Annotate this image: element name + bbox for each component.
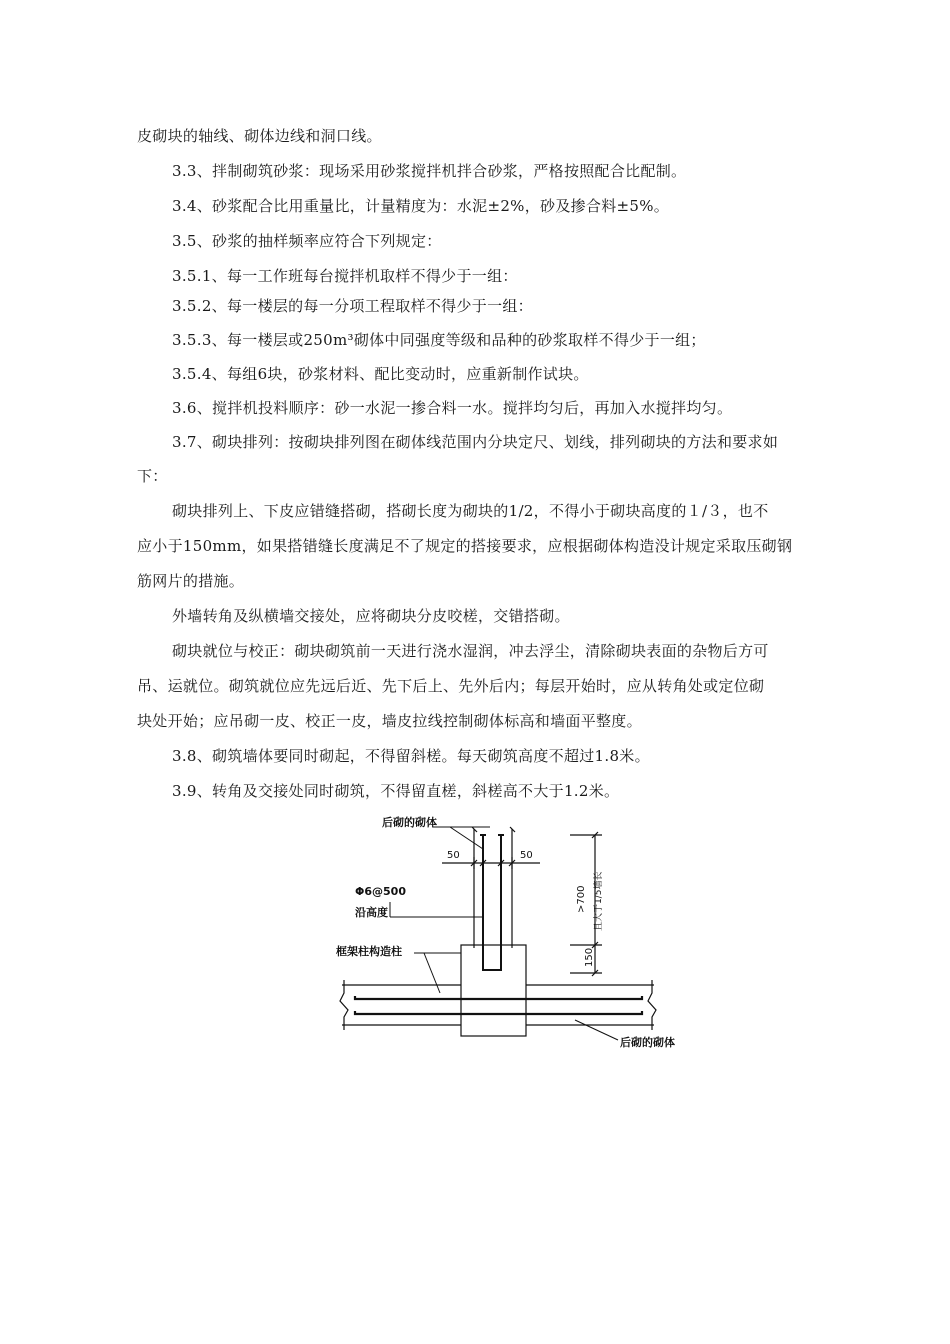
dim-vertical-700: >700: [576, 885, 587, 913]
paragraph-line: 3.5.4、每组6块，砂浆材料、配比变动时，应重新制作试块。: [172, 365, 589, 383]
paragraph-line: 3.5.3、每一楼层或250m³砌体中同强度等级和品种的砂浆取样不得少于一组；: [172, 331, 706, 349]
label-rebar-spec: Φ6@500: [355, 885, 406, 898]
paragraph-line: 3.5、砂浆的抽样频率应符合下列规定：: [172, 232, 442, 250]
paragraph-line: 外墙转角及纵横墙交接处，应将砌块分皮咬槎，交错搭砌。: [172, 607, 570, 625]
label-later-masonry-bottom: 后砌的砌体: [620, 1036, 675, 1049]
dim-vertical-note: 且大于1/5墙长: [594, 871, 604, 931]
paragraph-line: 块处开始；应吊砌一皮、校正一皮，墙皮拉线控制砌体标高和墙面平整度。: [137, 712, 642, 730]
dim-left-50: 50: [447, 850, 460, 861]
paragraph-line: 应小于150mm，如果搭错缝长度满足不了规定的搭接要求，应根据砌体构造没计规定采取压砌钢: [137, 537, 793, 555]
paragraph-line: 3.5.1、每一工作班每台搅拌机取样不得少于一组：: [172, 267, 518, 285]
paragraph-line: 3.4、砂浆配合比用重量比，计量精度为：水泥±2%，砂及掺合料±5%。: [172, 197, 670, 215]
paragraph-line: 3.3、拌制砌筑砂浆：现场采用砂浆搅拌机拌合砂浆，严格按照配合比配制。: [172, 162, 687, 180]
dim-150: 150: [584, 947, 595, 967]
paragraph-line: 3.6、搅拌机投料顺序：砂一水泥一掺合料一水。搅拌均匀后，再加入水搅拌均匀。: [172, 399, 733, 417]
paragraph-line: 下：: [137, 467, 168, 485]
paragraph-line: 3.7、砌块排列：按砌块排列图在砌体线范围内分块定尺、划线，排列砌块的方法和要求如: [172, 433, 779, 451]
paragraph-line: 吊、运就位。砌筑就位应先远后近、先下后上、先外后内；每层开始时，应从转角处或定位砌: [137, 677, 765, 695]
paragraph-line: 皮砌块的轴线、砌体边线和洞口线。: [137, 127, 382, 145]
paragraph-line: 砌块就位与校正：砌块砌筑前一天进行浇水湿润，冲去浮尘，清除砌块表面的杂物后方可: [172, 642, 769, 660]
dim-right-50: 50: [520, 850, 533, 861]
label-along-height: 沿高度: [355, 906, 388, 919]
paragraph-line: 3.8、砌筑墙体要同时砌起，不得留斜槎。每天砌筑高度不超过1.8米。: [172, 747, 650, 765]
paragraph-line: 筋网片的措施。: [137, 572, 245, 590]
paragraph-line: 3.5.2、每一楼层的每一分项工程取样不得少于一组：: [172, 297, 533, 315]
paragraph-line: 砌块排列上、下皮应错缝搭砌，搭砌长度为砌块的1/2，不得小于砌块高度的１/３，也不: [172, 502, 769, 520]
label-frame-column: 框架柱构造柱: [336, 945, 402, 958]
wall-junction-diagram: [330, 815, 690, 1055]
paragraph-line: 3.9、转角及交接处同时砌筑，不得留直槎，斜槎高不大于1.2米。: [172, 782, 620, 800]
label-later-masonry-top: 后砌的砌体: [382, 816, 437, 829]
